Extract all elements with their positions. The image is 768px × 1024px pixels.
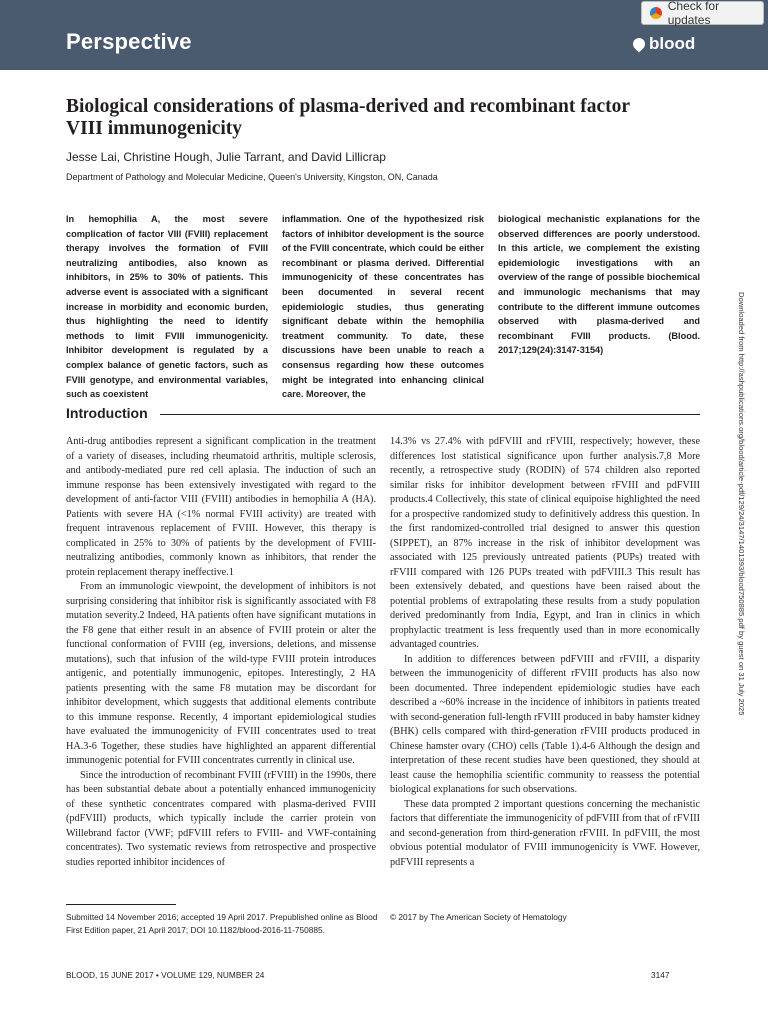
body-paragraph: From an immunologic viewpoint, the development of inhibitors is not surprising considering that inhibitor risk is significantly associated with F8 mutation severity.2 Indeed, HA patients often have significant mutations in the F8 gene that either result in an absence of FVIII protein or alter the functional conformation of FVIII (eg, inversions, deletions, and missense mutations), such that infusion of the wild-type FVIII protein introduces antigenic, and potentially immunogenic, epitopes. Interestingly, 2 HA patients presenting with the same F8 mutation may be discordant for inhibitor development, which suggests that additional elements contribute to this immune response. Recently, 4 important epidemiological studies have evaluated the immunogenicity of FVIII concentrates used to treat HA.3-6 Together, these studies have highlighted an apparent differential immunogenic potential for FVIII concentrates currently in clinical use. xyxy=(66,581,376,766)
copyright-footnote: © 2017 by The American Society of Hematology xyxy=(390,912,567,922)
body-paragraph: Since the introduction of recombinant FVIII (rFVIII) in the 1990s, there has been substantial debate about a potentially enhanced immunogenicity of these synthetic concentrates compared with plasma-derived FVIII (pdFVIII) products, which typically include the carrier protein von Willebrand factor (VWF; pdFVIII refers to FVIII- and VWF-containing concentrates). Two systematic reviews from retrospective and prospective studies reported inhibitor incidences of xyxy=(66,769,376,868)
body-paragraph: In addition to differences between pdFVIII and rFVIII, a disparity between the immunogenicity of different rFVIII products has also now been documented. Three independent epidemiologic studies have each described a ~60% increase in the incidence of inhibitors in patients treated with second-generation full-length rFVIII produced in baby hamster kidney (BHK) cells compared with third-generation rFVIII products produced in Chinese hamster ovary (CHO) cells (Table 1).4-6 Although the design and interpretation of these recent studies have been questioned, they should at least cause the hemophilia scientific community to reassess the potential biological explanations for such observations. xyxy=(390,653,700,795)
abstract-column-2 xyxy=(282,212,484,402)
body-paragraph: 14.3% vs 27.4% with pdFVIII and rFVIII, respectively; however, these differences lost statistical significance upon further analysis.7,8 More recently, a retrospective study (RODIN) of 574 children also reported similar risks for inhibitor development between rFVIII and pdFVIII products.4 Collectively, this state of clinical equipoise highlighted the need for a prospective randomized study to definitively address this question. In the first randomized-controlled trial designed to answer this question (SIPPET), an 87% increase in the risk of inhibitor development was associated with 125 previously untreated patients (PUPs) treated with rFVIII compared with 126 PUPs treated with pdFVIII.3 This result has been extensively debated, and questions have been raised about the potential problems of extrapolating these results from a study population derived predominantly from India, Egypt, and Iran in clinics in which prophylactic treatment is less frequently used than in more economically advantaged countries. xyxy=(390,436,700,650)
blood-drop-icon xyxy=(631,36,648,53)
download-watermark xyxy=(734,292,746,976)
body-paragraph: Anti-drug antibodies represent a significant complication in the treatment of a variety of diseases, including rheumatoid arthritis, multiple sclerosis, and antibody-mediated pure red cell aplasia. The induction of such an immune response has been extensively investigated with regard to the development of anti-factor VIII (FVIII) antibodies in hemophilia A (HA). Patients with severe HA (<1% normal FVIII activity) are treated with frequent intravenous replacement of FVIII. However, this therapy is complicated in 25% to 30% of patients by the development of FVIII-neutralizing antibodies, commonly known as inhibitors, that render the protein replacement therapy ineffective.1 xyxy=(66,436,376,578)
section-label: Perspective xyxy=(66,29,192,54)
section-heading-introduction: Introduction xyxy=(66,405,148,421)
download-watermark-text: Downloaded from http://ashpublications.org/blood/article-pdf/129/24/3147/1401393/blood750885.pdf by guest on 31 July 2025 xyxy=(737,292,746,716)
heading-rule xyxy=(160,414,700,415)
abstract-text: In hemophilia A, the most severe complication of factor VIII (FVIII) replacement therapy involves the formation of FVIII neutralizing antibodies, also known as inhibitors, in 25% to 30% of patients. This adverse event is associated with a significant increase in morbidity and economic burden, thus highlighting the need to identify methods to limit FVIII immunogenicity. Inhibitor development is regulated by a complex balance of genetic factors, such as FVIII genotype, and environmental variables, such as coexistent xyxy=(66,214,268,400)
body-paragraph: These data prompted 2 important questions concerning the mechanistic factors that differentiate the immunogenicity of pdFVIII from that of rFVIII and second-generation from third-generation rFVIII. In pdFVIII, the most obvious potential modulator of FVIII immunogenicity is VWF. However, pdFVIII represents a xyxy=(390,798,700,868)
author-affiliation: Department of Pathology and Molecular Medicine, Queen's University, Kingston, ON, Canada xyxy=(66,172,438,182)
check-for-updates-label: Check for updates xyxy=(667,0,720,27)
body-column-right xyxy=(390,435,700,870)
body-column-left xyxy=(66,435,376,870)
abstract-text: inflammation. One of the hypothesized risk factors of inhibitor development is the source of the FVIII concentrate, which could be either recombinant or plasma derived. Differential immunogenicity of these concentrates has been documented in several recent epidemiologic studies, thus generating significant debate within the hemophilia treatment community. To date, these discussions have been unable to reach a consensus regarding how these outcomes might be integrated into enhancing clinical care. Moreover, the xyxy=(282,214,484,400)
article-authors: Jesse Lai, Christine Hough, Julie Tarrant, and David Lillicrap xyxy=(66,150,386,164)
check-for-updates-button[interactable] xyxy=(641,1,764,25)
page-number: 3147 xyxy=(651,970,670,980)
abstract-column-3 xyxy=(498,212,700,358)
journal-logo xyxy=(633,34,695,54)
journal-issue-footer: BLOOD, 15 JUNE 2017 • VOLUME 129, NUMBER 24 xyxy=(66,970,265,980)
abstract-column-1 xyxy=(66,212,268,402)
crossmark-icon xyxy=(650,7,662,19)
journal-logo-text: blood xyxy=(649,34,696,53)
footnote-rule xyxy=(66,904,176,905)
abstract-text: biological mechanistic explanations for the observed differences are poorly understood. In this article, we complement the existing epidemiologic investigations with an overview of the range of possible biochemical and immunologic mechanisms that may contribute to the different immune outcomes observed with plasma-derived and recombinant FVIII products. (Blood. 2017;129(24):3147-3154) xyxy=(498,214,700,356)
submission-footnote: Submitted 14 November 2016; accepted 19 April 2017. Prepublished online as Blood First Edition paper, 21 April 2017; DOI 10.1182/blood-2016-11-750885. xyxy=(66,912,378,935)
article-title: Biological considerations of plasma-derived and recombinant factor VIII immunogenicity xyxy=(66,96,630,139)
